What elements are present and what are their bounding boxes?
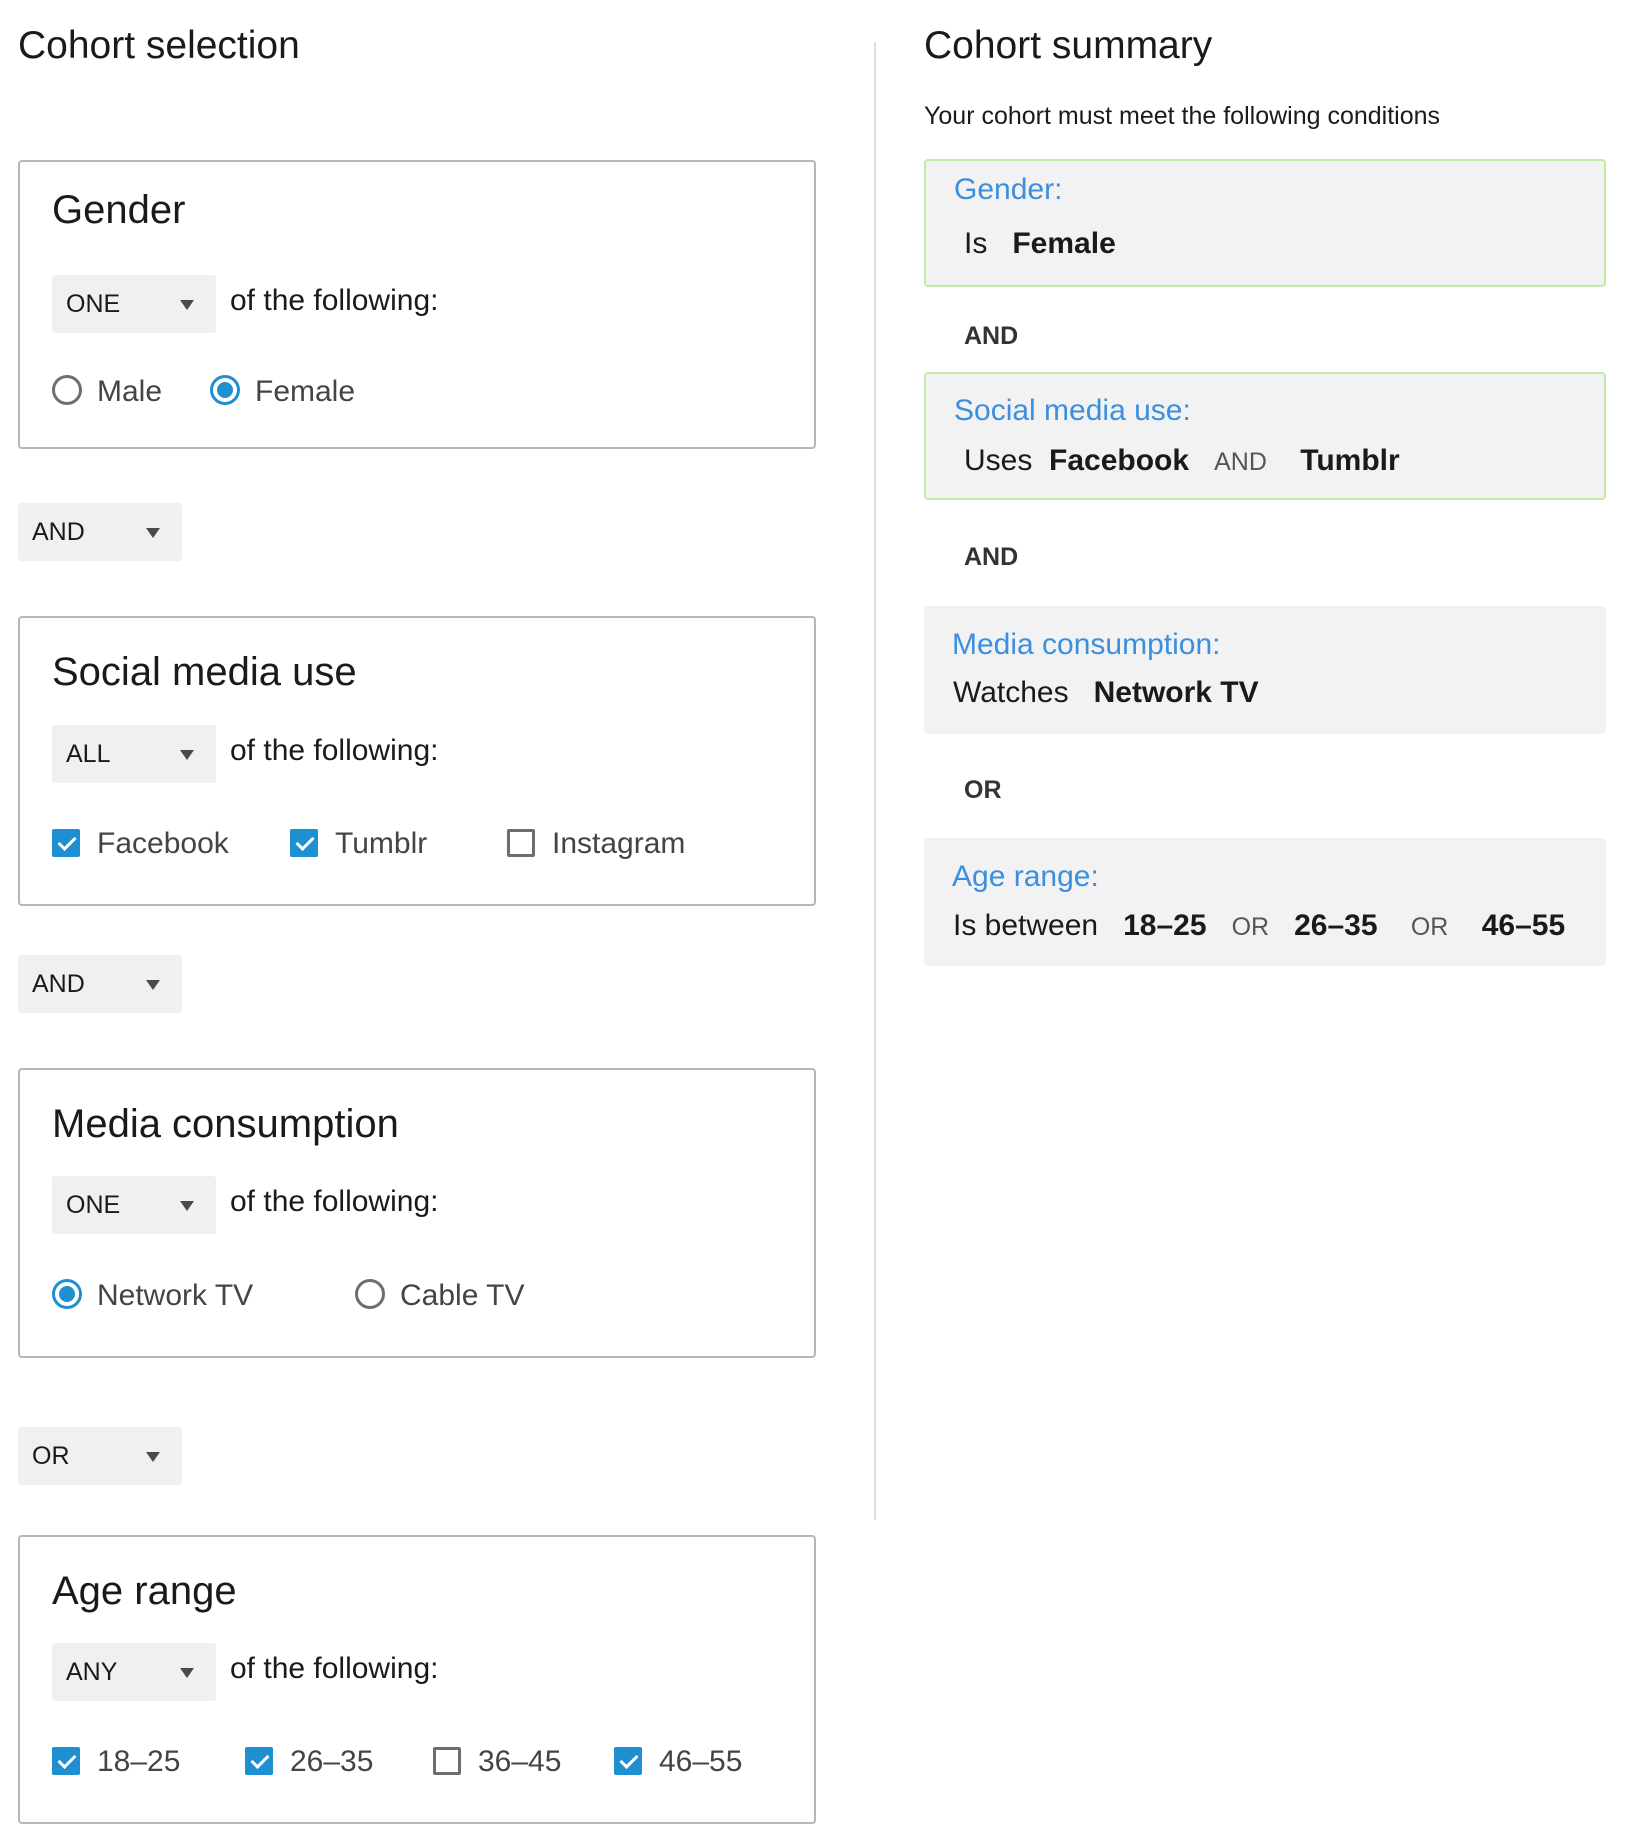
media-following-label: of the following: <box>230 1185 439 1218</box>
chevron-down-icon <box>180 1201 194 1211</box>
summary-age-line <box>953 909 1565 943</box>
media-consumption-card <box>18 1068 816 1358</box>
age-option-label: 18–25 <box>97 1745 181 1778</box>
summary-intro: Your cohort must meet the following conditions <box>924 102 1441 130</box>
chevron-down-icon <box>146 1452 160 1462</box>
summary-join-1: AND <box>964 322 1019 350</box>
cohort-selection-title: Cohort selection <box>18 24 300 67</box>
checkbox-icon[interactable] <box>614 1747 642 1775</box>
checkbox-icon[interactable] <box>52 829 80 857</box>
social-media-quantifier-select[interactable] <box>52 725 216 783</box>
media-option-label: Cable TV <box>400 1279 525 1312</box>
gender-card <box>18 160 816 449</box>
summary-connector: OR <box>1231 913 1270 941</box>
cohort-summary-title: Cohort summary <box>924 24 1213 67</box>
age-quantifier-select[interactable] <box>52 1643 216 1701</box>
radio-button-icon[interactable] <box>52 375 82 405</box>
join-select-1[interactable] <box>18 503 182 561</box>
radio-button-icon[interactable] <box>210 375 240 405</box>
age-following-label: of the following: <box>230 1652 439 1685</box>
summary-gender <box>924 159 1606 287</box>
radio-button-icon[interactable] <box>52 1279 82 1309</box>
checkbox-icon[interactable] <box>433 1747 461 1775</box>
summary-value: 26–35 <box>1294 909 1378 942</box>
summary-media-consumption <box>924 606 1606 734</box>
gender-card-title: Gender <box>52 188 186 232</box>
media-quantifier-select[interactable] <box>52 1176 216 1234</box>
age-range-card-title: Age range <box>52 1569 237 1613</box>
summary-age-range <box>924 838 1606 966</box>
summary-connector: AND <box>1214 448 1267 476</box>
summary-social-line <box>964 444 1400 478</box>
chevron-down-icon <box>146 980 160 990</box>
social-option-label: Facebook <box>97 827 229 860</box>
summary-verb: Uses <box>964 444 1033 477</box>
summary-verb: Is between <box>953 909 1099 942</box>
summary-media-title: Media consumption: <box>952 628 1221 661</box>
social-option-label: Instagram <box>552 827 686 860</box>
age-option-label: 26–35 <box>290 1745 374 1778</box>
summary-age-title: Age range: <box>952 860 1099 893</box>
chevron-down-icon <box>180 1668 194 1678</box>
summary-join-2: AND <box>964 543 1019 571</box>
summary-value: Tumblr <box>1300 444 1400 477</box>
checkbox-icon[interactable] <box>290 829 318 857</box>
summary-value: Facebook <box>1049 444 1190 477</box>
gender-following-label: of the following: <box>230 284 439 317</box>
social-media-quantifier-value: ALL <box>66 740 111 768</box>
join-value: OR <box>32 1442 70 1470</box>
summary-value: 18–25 <box>1123 909 1207 942</box>
gender-option-label: Male <box>97 375 163 408</box>
media-consumption-card-title: Media consumption <box>52 1102 399 1146</box>
join-value: AND <box>32 518 85 546</box>
chevron-down-icon <box>180 300 194 310</box>
summary-connector: OR <box>1410 913 1449 941</box>
social-option-label: Tumblr <box>335 827 428 860</box>
media-option-label: Network TV <box>97 1279 254 1312</box>
social-media-card <box>18 616 816 906</box>
gender-option-label: Female <box>255 375 356 408</box>
summary-value: Female <box>1012 227 1116 260</box>
age-quantifier-value: ANY <box>66 1658 118 1686</box>
join-select-2[interactable] <box>18 955 182 1013</box>
summary-gender-title: Gender: <box>954 173 1063 206</box>
summary-verb: Watches <box>953 676 1069 709</box>
gender-quantifier-select[interactable] <box>52 275 216 333</box>
chevron-down-icon <box>146 528 160 538</box>
summary-social-media <box>924 372 1606 500</box>
summary-value: 46–55 <box>1481 909 1566 942</box>
checkbox-icon[interactable] <box>245 1747 273 1775</box>
summary-value: Network TV <box>1093 676 1259 709</box>
summary-join-3: OR <box>964 776 1002 804</box>
age-range-card <box>18 1535 816 1824</box>
age-option-label: 36–45 <box>478 1745 562 1778</box>
summary-media-line <box>953 676 1259 710</box>
summary-gender-line <box>964 227 1116 261</box>
join-value: AND <box>32 970 85 998</box>
join-select-3[interactable] <box>18 1427 182 1485</box>
gender-quantifier-value: ONE <box>66 290 121 318</box>
social-media-card-title: Social media use <box>52 650 357 694</box>
summary-social-title: Social media use: <box>954 394 1191 427</box>
media-quantifier-value: ONE <box>66 1191 121 1219</box>
age-option-label: 46–55 <box>659 1745 743 1778</box>
social-media-following-label: of the following: <box>230 734 439 767</box>
checkbox-icon[interactable] <box>507 829 535 857</box>
column-divider <box>874 42 876 1520</box>
summary-verb: Is <box>964 227 988 260</box>
checkbox-icon[interactable] <box>52 1747 80 1775</box>
chevron-down-icon <box>180 750 194 760</box>
radio-button-icon[interactable] <box>355 1279 385 1309</box>
